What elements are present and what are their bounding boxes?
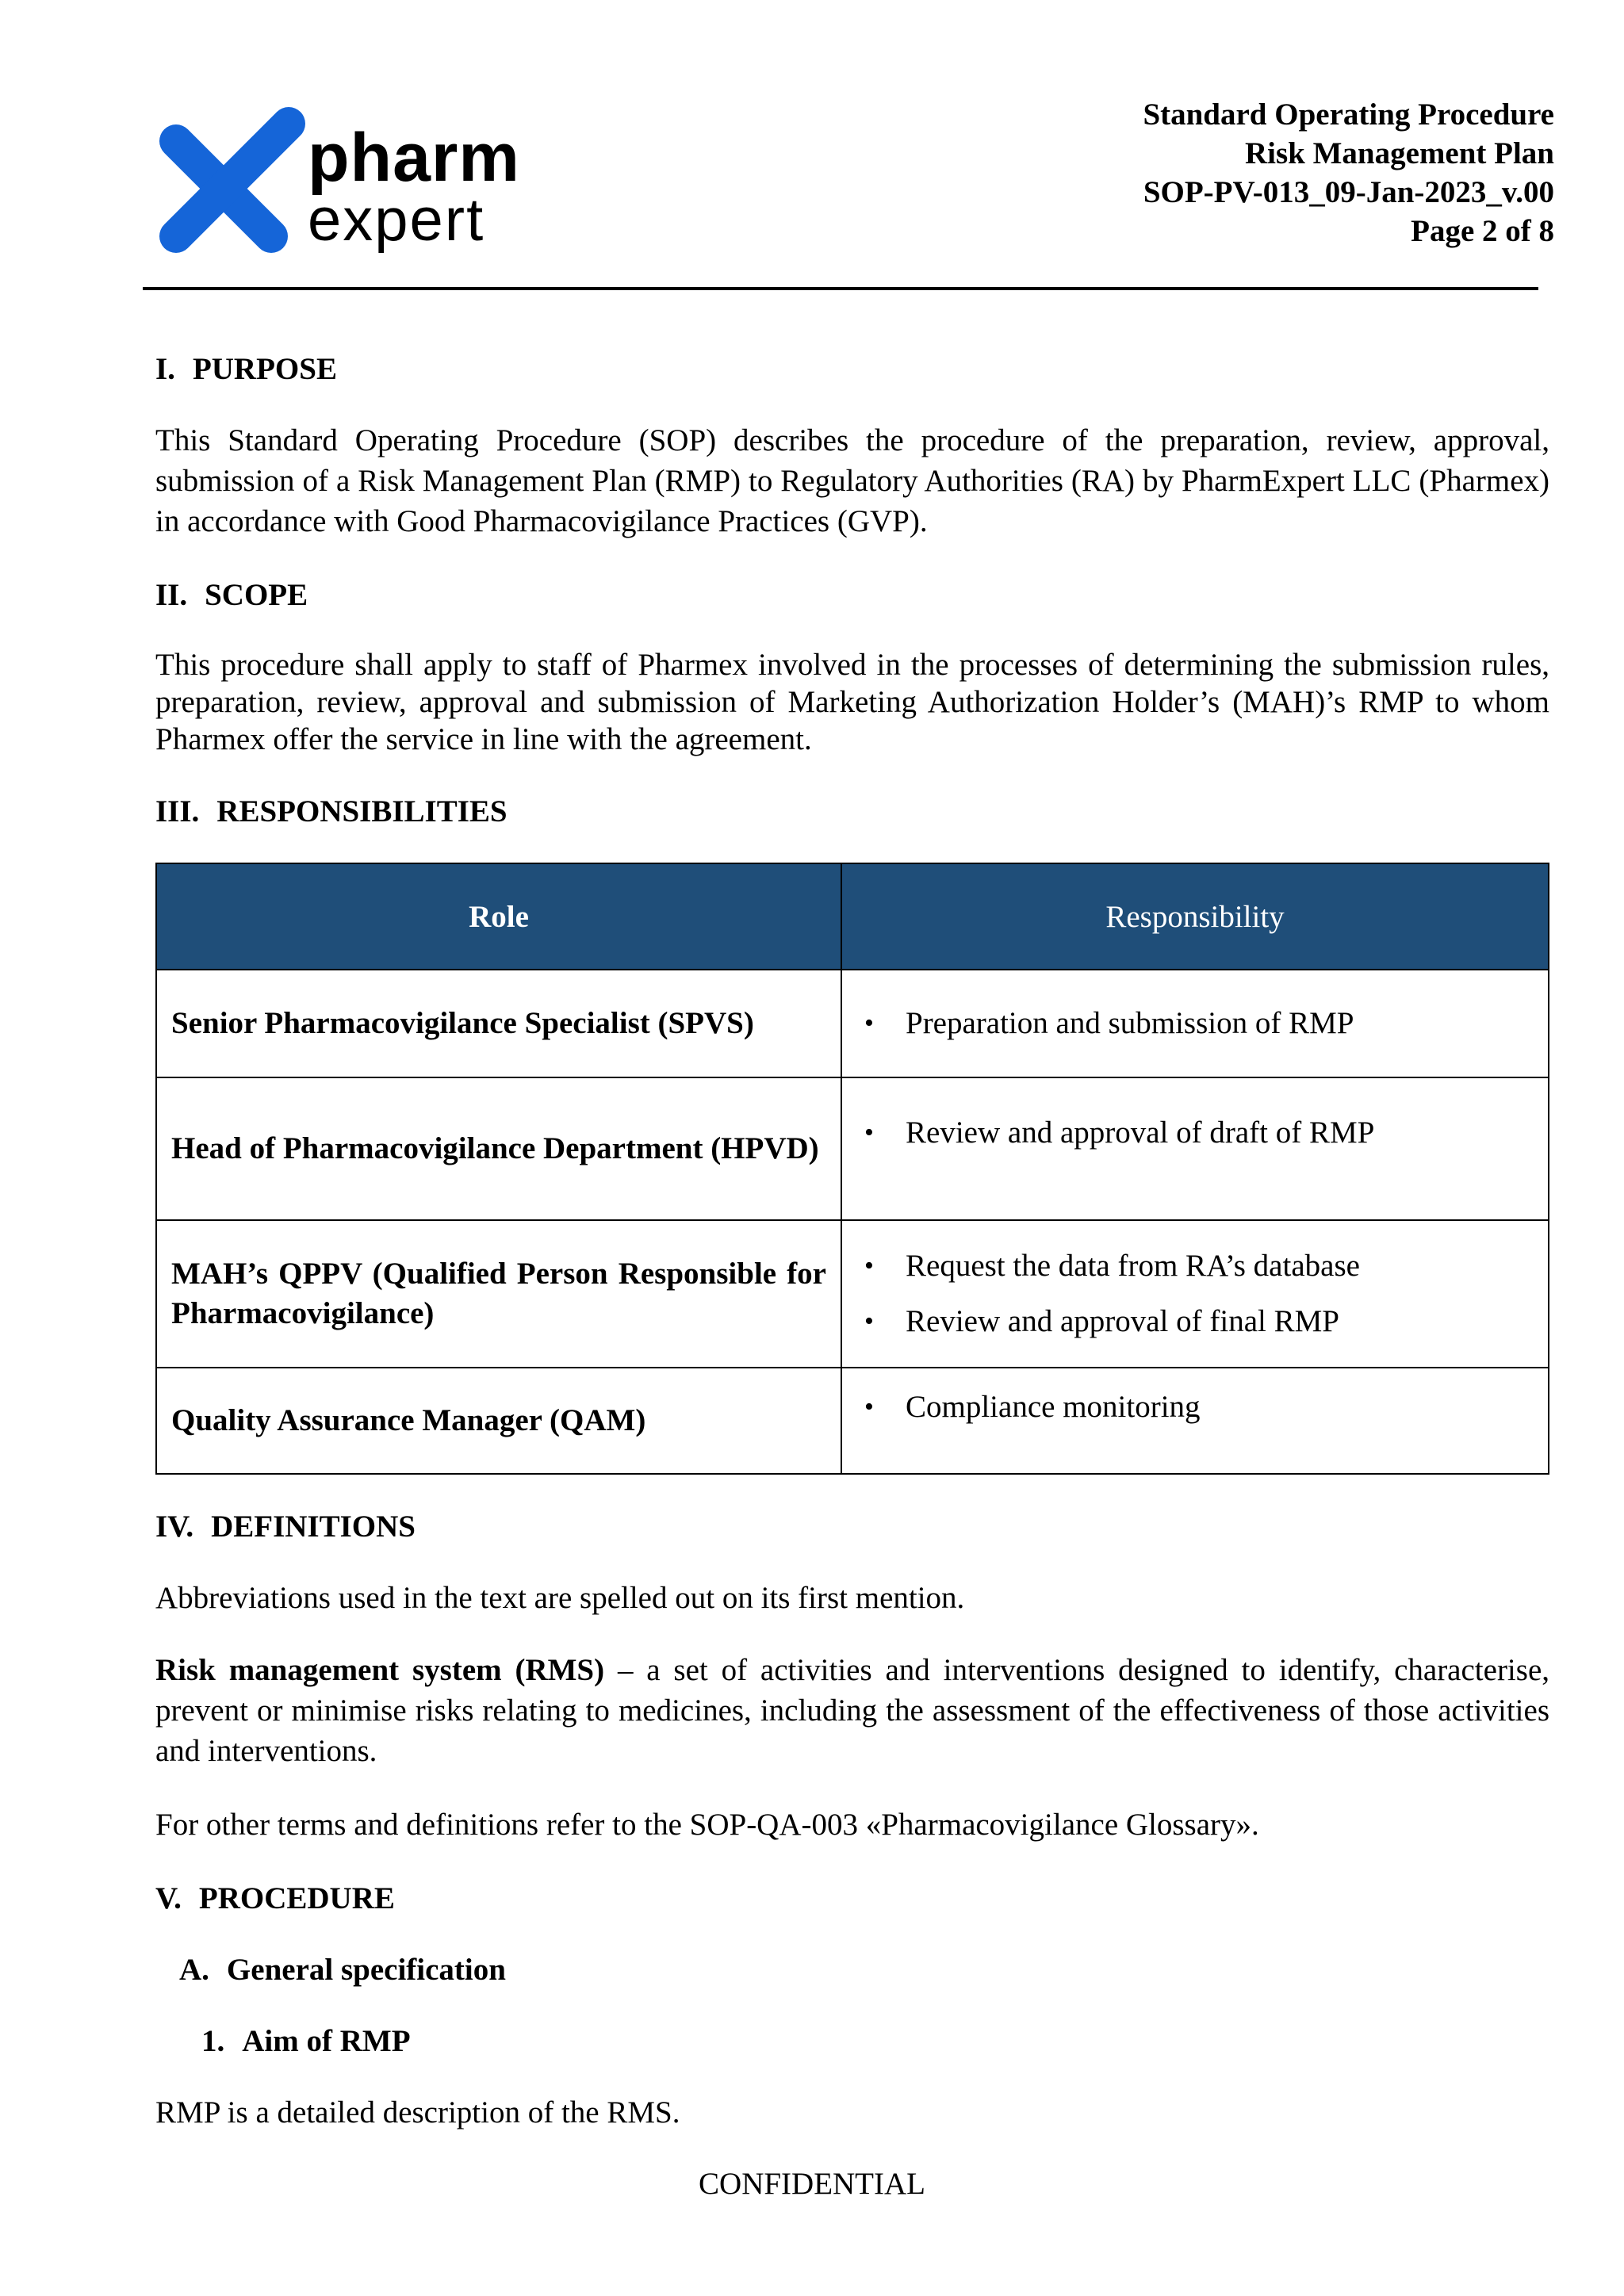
- role-cell: Quality Assurance Manager (QAM): [156, 1368, 841, 1474]
- table-row: [156, 1077, 1549, 1220]
- pharmexpert-logo: [152, 101, 565, 260]
- section-heading-scope: [155, 576, 1549, 614]
- role-cell: MAH’s QPPV (Qualified Person Responsible for Pharmacovigilance): [156, 1220, 841, 1368]
- subsection-title: General specification: [226, 1953, 506, 1987]
- table-header-row: [156, 863, 1549, 970]
- logo-text-expert: expert: [308, 186, 485, 254]
- definitions-intro: Abbreviations used in the text are spelled out on its first mention.: [155, 1581, 965, 1615]
- table-row: [156, 970, 1549, 1077]
- section-number: III.: [155, 794, 200, 828]
- responsibility-item: • Preparation and submission of RMP: [906, 1004, 1548, 1043]
- section-heading-definitions: [155, 1508, 1549, 1546]
- section-number: II.: [155, 578, 188, 612]
- header-doc-type: Standard Operating Procedure: [1143, 98, 1554, 132]
- section-number: I.: [155, 352, 175, 386]
- subsubsection-heading-aim-of-rmp: [155, 2022, 1549, 2061]
- scope-paragraph: This procedure shall apply to staff of Pharmex involved in the processes of determining the submission rules, preparation, review, approval and submission of Marketing Authorization Holder’s (MAH)’s RMP to whom Pharmex offer the service in line with the agreement.: [155, 648, 1549, 756]
- subsection-heading-general-specification: [155, 1951, 1549, 1989]
- section-number: IV.: [155, 1510, 194, 1544]
- responsibility-cell: [841, 1220, 1549, 1368]
- section-title: RESPONSIBILITIES: [216, 794, 508, 828]
- responsibility-cell: [841, 970, 1549, 1077]
- header-divider: [143, 287, 1538, 290]
- logo-x-icon: [152, 101, 311, 260]
- definition-term: Risk management system (RMS): [155, 1653, 605, 1687]
- table-row: [156, 1220, 1549, 1368]
- section-heading-procedure: [155, 1880, 1549, 1918]
- subsection-number: A.: [179, 1953, 209, 1987]
- column-header-role: Role: [156, 863, 841, 970]
- responsibility-item: • Review and approval of draft of RMP: [906, 1113, 1548, 1153]
- purpose-paragraph: This Standard Operating Procedure (SOP) describes the procedure of the preparation, review, approval, submission of a Risk Management Plan (RMP) to Regulatory Authorities (RA) by PharmExpert LLC (Pharmex) in accordance with Good Pharmacovigilance Practices (GVP).: [155, 423, 1549, 538]
- responsibility-item: • Compliance monitoring: [906, 1387, 1548, 1427]
- aim-of-rmp-paragraph: RMP is a detailed description of the RMS.: [155, 2095, 680, 2130]
- section-heading-responsibilities: [155, 793, 1549, 831]
- document-body: [155, 341, 1549, 2133]
- section-title: SCOPE: [205, 578, 308, 612]
- role-cell: Senior Pharmacovigilance Specialist (SPVS): [156, 970, 841, 1077]
- section-number: V.: [155, 1881, 182, 1915]
- section-heading-purpose: [155, 350, 1549, 388]
- logo-text-pharm: pharm: [308, 120, 520, 196]
- header-page-number: Page 2 of 8: [1411, 214, 1554, 248]
- responsibilities-table: [155, 863, 1549, 1475]
- definitions-glossary-reference: For other terms and definitions refer to the SOP-QA-003 «Pharmacovigilance Glossary».: [155, 1808, 1259, 1842]
- table-row: [156, 1368, 1549, 1474]
- section-title: PROCEDURE: [198, 1881, 395, 1915]
- responsibility-item: • Request the data from RA’s database: [906, 1246, 1548, 1286]
- definition-text: – a set of activities and interventions designed to identify, characterise, prevent or minimise risks relating to medicines, including the assessment of the effectiveness of those activities and interventions.: [155, 1653, 1550, 1768]
- section-title: PURPOSE: [192, 352, 337, 386]
- role-cell: Head of Pharmacovigilance Department (HPVD): [156, 1077, 841, 1220]
- header-doc-code: SOP-PV-013_09-Jan-2023_v.00: [1143, 175, 1554, 209]
- section-title: DEFINITIONS: [211, 1510, 416, 1544]
- column-header-responsibility: Responsibility: [841, 863, 1549, 970]
- definition-rms: [155, 1650, 1549, 1771]
- confidential-footer: CONFIDENTIAL: [699, 2167, 925, 2201]
- responsibility-cell: [841, 1077, 1549, 1220]
- subsubsection-title: Aim of RMP: [242, 2024, 411, 2058]
- responsibility-item: • Review and approval of final RMP: [906, 1302, 1548, 1341]
- subsubsection-number: 1.: [201, 2024, 225, 2058]
- responsibility-cell: [841, 1368, 1549, 1474]
- header-doc-title: Risk Management Plan: [1245, 136, 1554, 170]
- document-header: [1143, 95, 1554, 251]
